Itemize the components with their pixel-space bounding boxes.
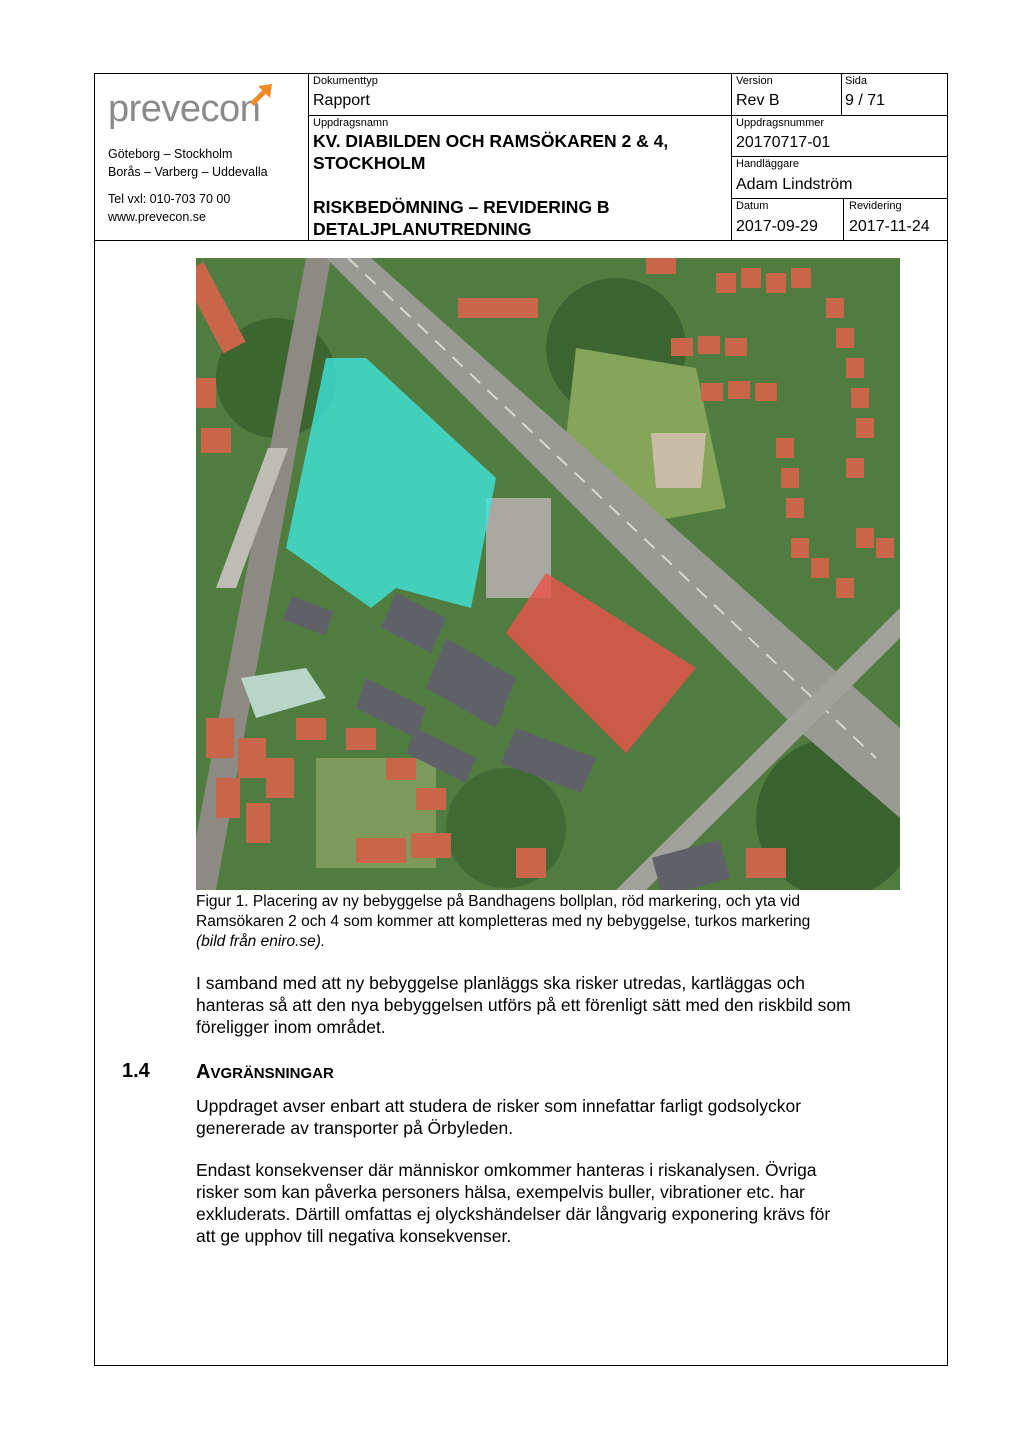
report-subtitle-line1: RISKBEDÖMNING – REVIDERING B [313, 197, 610, 217]
caption-line: Figur 1. Placering av ny bebyggelse på Bandhagens bollplan, röd markering, och yta vid [196, 893, 801, 910]
paragraph-line: att ge upphov till negativa konsekvenser. [196, 1226, 512, 1246]
phone-number: Tel vxl: 010-703 70 00 [108, 192, 231, 206]
offices-line2: Borås – Varberg – Uddevalla [108, 165, 268, 179]
section-title-initial: A [196, 1061, 211, 1083]
consequence-paragraph [196, 1159, 916, 1247]
logo-arrow-icon [248, 82, 278, 108]
paragraph-line: genererade av transporter på Örbyleden. [196, 1118, 514, 1138]
paragraph-line: Uppdraget avser enbart att studera de risker som innefattar farligt godsolyckor [196, 1096, 802, 1116]
aerial-photo [196, 258, 900, 890]
section-number: 1.4 [122, 1060, 150, 1082]
paragraph-line: exkluderats. Därtill omfattas ej olyckshändelser där långvarig exponering krävs för [196, 1204, 831, 1224]
date-value: 2017-09-29 [736, 218, 818, 235]
project-name-line2: STOCKHOLM [313, 153, 426, 173]
revision-value: 2017-11-24 [849, 218, 930, 235]
paragraph-line: I samband med att ny bebyggelse planläggs ska risker utredas, kartläggas och [196, 973, 805, 993]
header-rule [731, 198, 948, 199]
doc-type: Rapport [313, 92, 370, 109]
header-divider [731, 73, 732, 241]
project-number: 20170717-01 [736, 134, 831, 151]
gravel-pitch [651, 433, 706, 488]
logo-text: prevecon [108, 88, 261, 130]
header-divider [841, 73, 842, 116]
project-number-label: Uppdragsnummer [736, 117, 825, 129]
offices-line1: Göteborg – Stockholm [108, 147, 233, 161]
caption-source: (bild från eniro.se). [196, 933, 326, 950]
project-name-label: Uppdragsnamn [313, 117, 389, 129]
header-rule [731, 156, 948, 157]
section-title [196, 1061, 334, 1084]
version-value: Rev B [736, 92, 780, 109]
doc-type-label: Dokumenttyp [313, 75, 378, 87]
paragraph-line: Endast konsekvenser där människor omkommer hanteras i riskanalysen. Övriga [196, 1160, 817, 1180]
paragraph-line: hanteras så att den nya bebyggelsen utförs på ett förenligt sätt med den riskbild som [196, 995, 851, 1015]
handler-label: Handläggare [736, 158, 799, 170]
handler-name: Adam Lindström [736, 176, 853, 193]
date-label: Datum [736, 200, 769, 212]
figure-caption [196, 892, 896, 952]
scope-paragraph [196, 1095, 916, 1139]
paragraph-line: föreligger inom området. [196, 1017, 386, 1037]
header-divider [308, 73, 309, 241]
header-divider [843, 198, 844, 241]
page-label: Sida [845, 75, 868, 87]
header-rule [308, 115, 948, 116]
revision-label: Revidering [849, 200, 902, 212]
page-number: 9 / 71 [845, 92, 886, 109]
section-title-rest: VGRÄNSNINGAR [210, 1065, 334, 1082]
project-name-line1: KV. DIABILDEN OCH RAMSÖKAREN 2 & 4, [313, 131, 669, 151]
caption-line: Ramsökaren 2 och 4 som kommer att kompletteras med ny bebyggelse, turkos markering [196, 913, 811, 930]
version-label: Version [736, 75, 773, 87]
paragraph-line: risker som kan påverka personers hälsa, exempelvis buller, vibrationer etc. har [196, 1182, 805, 1202]
website-link[interactable]: www.prevecon.se [108, 210, 206, 224]
company-logo [108, 84, 288, 134]
header-bottom-rule [94, 240, 948, 241]
report-subtitle-line2: DETALJPLANUTREDNING [313, 219, 532, 239]
intro-paragraph [196, 972, 916, 1038]
